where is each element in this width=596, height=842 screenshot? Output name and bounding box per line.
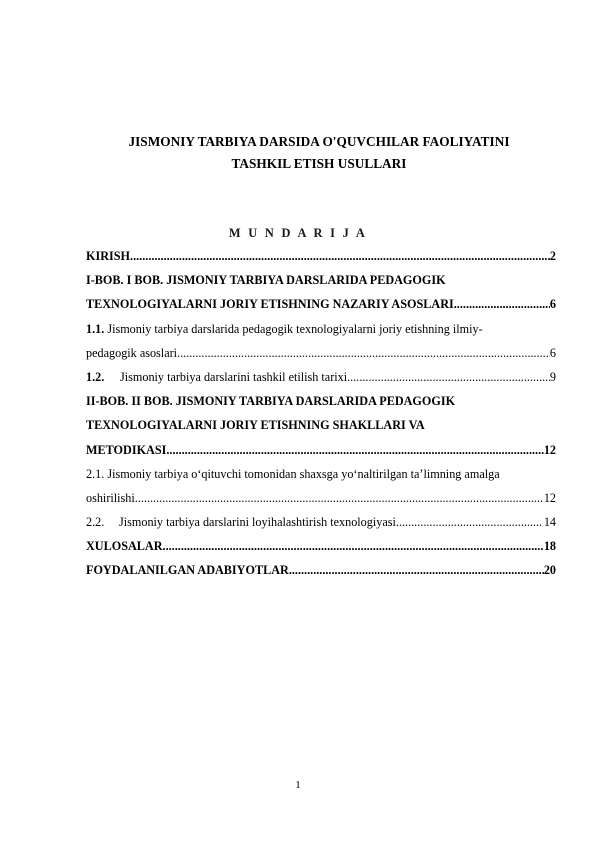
- toc-page-number: 6: [549, 345, 556, 360]
- dot-leader: [135, 491, 544, 506]
- toc-entry-bob1-line2: [86, 297, 556, 321]
- toc-page-number: 9: [549, 369, 556, 384]
- toc-entry-bob2-line3: [86, 443, 556, 467]
- dot-leader: [163, 539, 544, 554]
- toc-page-number: 6: [549, 297, 556, 312]
- table-of-contents: [86, 249, 556, 588]
- toc-page-number: 12: [543, 490, 556, 505]
- toc-entry-label: Jismoniy tarbiya darslarida pedagogik texnologiyalarni joriy etishning ilmiy-: [104, 321, 483, 336]
- toc-entry-label: TEXNOLOGIYALARNI JORIY ETISHNING SHAKLLARI VA: [86, 418, 425, 433]
- toc-entry-bob1-line1: [86, 273, 556, 297]
- toc-entry-label: KIRISH: [86, 249, 131, 263]
- toc-entry-label: Jismoniy tarbiya darslarini loyihalashtirish texnologiyasi: [119, 515, 396, 530]
- toc-entry-2-1-line1: [86, 467, 556, 491]
- toc-entry-bob2-line2: [86, 418, 556, 442]
- toc-entry-2-1-line2: [86, 491, 556, 515]
- toc-entry-label: pedagogik asoslari: [86, 345, 178, 360]
- dot-leader: [396, 515, 541, 530]
- toc-section-number: 2.2.: [86, 515, 105, 530]
- dot-leader: [130, 249, 550, 264]
- toc-entry-label: 2.1. Jismoniy tarbiya o‘qituvchi tomonidan shaxsga yo‘naltirilgan ta’limning amalga: [86, 466, 500, 481]
- toc-page-number: 20: [543, 563, 556, 578]
- toc-entry-1-1-line2: [86, 346, 556, 370]
- toc-entry-label: II-BOB. II BOB. JISMONIY TARBIYA DARSLARIDA PEDAGOGIK: [86, 394, 456, 409]
- toc-page-number: 18: [543, 539, 556, 554]
- toc-entry-kirish: [86, 249, 556, 273]
- dot-leader: [347, 370, 550, 385]
- toc-entry-1-2: [86, 370, 556, 394]
- toc-entry-label: FOYDALANILGAN ADABIYOTLAR: [86, 563, 289, 578]
- dot-leader: [166, 443, 543, 458]
- toc-entry-1-1-line1: [86, 322, 556, 346]
- toc-page-number: 14: [540, 515, 556, 530]
- toc-entry-label: METODIKASI: [86, 442, 167, 457]
- page-number: 1: [295, 779, 301, 791]
- toc-heading: M U N D A R I J A: [228, 226, 368, 240]
- document-title-line-1: JISMONIY TARBIYA DARSIDA O'QUVCHILAR FAOLIYATINI: [128, 134, 510, 149]
- toc-entry-label: I-BOB. I BOB. JISMONIY TARBIYA DARSLARIDA PEDAGOGIK: [86, 273, 446, 288]
- dot-leader: [177, 346, 550, 361]
- toc-entry-xulosalar: [86, 539, 556, 563]
- toc-section-number: 1.2.: [86, 369, 105, 384]
- toc-entry-bob2-line1: [86, 394, 556, 418]
- dot-leader: [454, 297, 550, 312]
- toc-entry-label: TEXNOLOGIYALARNI JORIY ETISHNING NAZARIY ASOSLARI: [86, 297, 454, 312]
- toc-page-number: 2: [549, 249, 556, 263]
- toc-entry-label: Jismoniy tarbiya darslarini tashkil etilish tarixi: [120, 369, 348, 384]
- document-title-line-2: TASHKIL ETISH USULLARI: [231, 156, 407, 171]
- toc-entry-label: oshirilishi: [86, 490, 135, 505]
- toc-entry-adabiyotlar: [86, 563, 556, 587]
- dot-leader: [289, 563, 544, 578]
- toc-entry-label: XULOSALAR: [86, 539, 163, 554]
- toc-page-number: 12: [543, 442, 556, 457]
- toc-section-number: 1.1.: [86, 321, 105, 336]
- toc-entry-2-2: [86, 515, 556, 539]
